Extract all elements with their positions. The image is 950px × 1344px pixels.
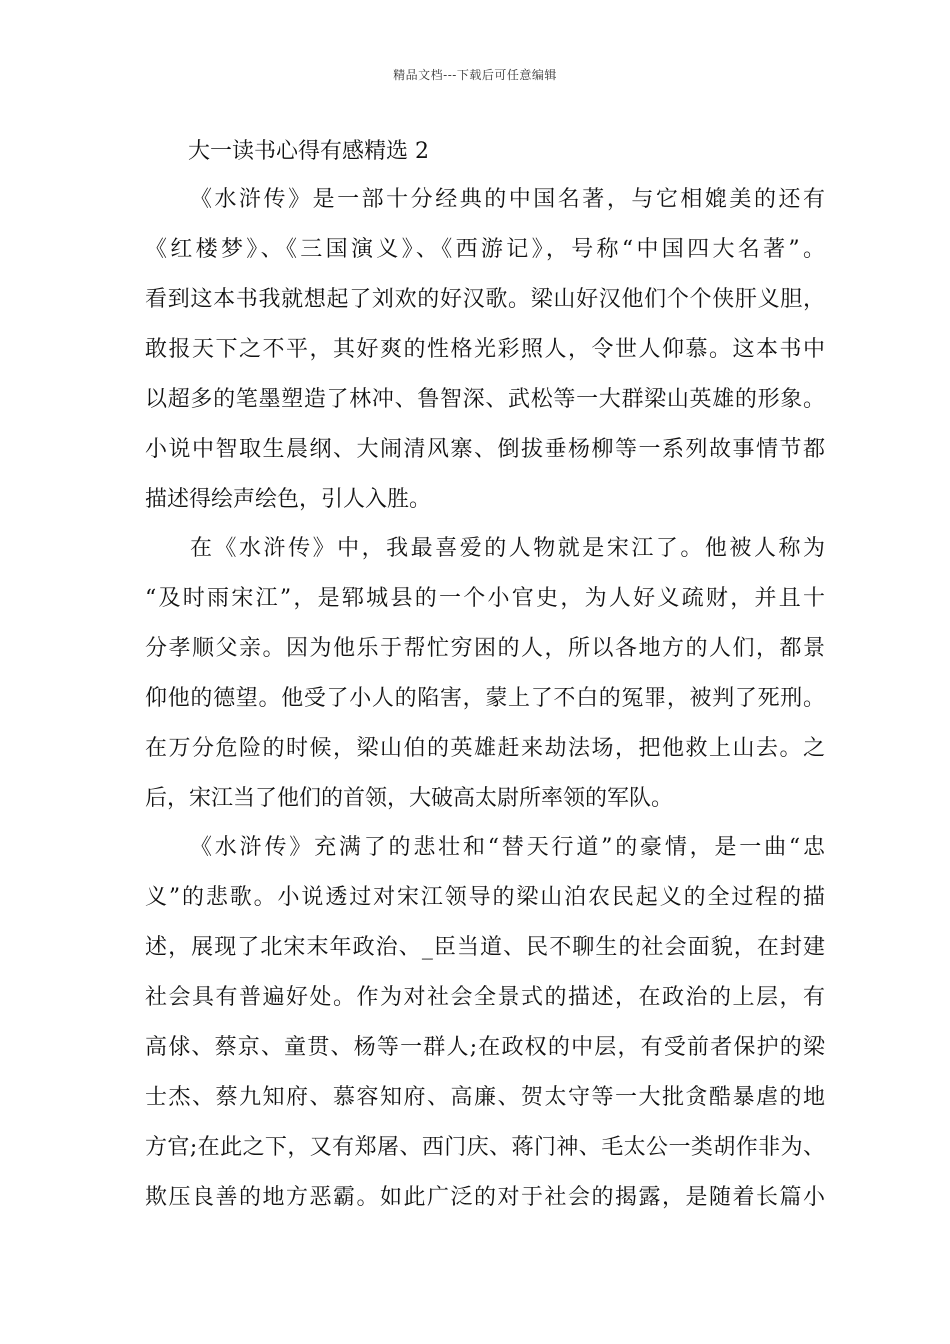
text-line: 以超多的笔墨塑造了林冲、鲁智深、武松等一大群梁山英雄的形象。 bbox=[145, 387, 825, 412]
text-line: 《水浒传》充满了的悲壮和“替天行道”的豪情，是一曲“忠 bbox=[190, 835, 825, 860]
text-line: 敢报天下之不平，其好爽的性格光彩照人，令世人仰慕。这本书中 bbox=[145, 337, 825, 362]
text-line: 在《水浒传》中，我最喜爱的人物就是宋江了。他被人称为 bbox=[190, 536, 825, 561]
document-title: 大一读书心得有感精选 2 bbox=[188, 139, 429, 164]
page-header: 精品文档---下载后可任意编辑 bbox=[393, 68, 557, 82]
text-line: “及时雨宋江”，是郓城县的一个小官史，为人好义疏财，并且十 bbox=[145, 586, 825, 611]
text-line: 社会具有普遍好处。作为对社会全景式的描述，在政治的上层，有 bbox=[145, 985, 825, 1010]
text-line: 高俅、蔡京、童贯、杨等一群人;在政权的中层，有受前者保护的梁 bbox=[145, 1035, 825, 1060]
text-line: 描述得绘声绘色，引人入胜。 bbox=[145, 487, 432, 512]
text-line: 小说中智取生晨纲、大闹清风寨、倒拔垂杨柳等一系列故事情节都 bbox=[145, 437, 825, 462]
text-line: 《红楼梦》、《三国演义》、《西游记》，号称“中国四大名著”。 bbox=[145, 237, 825, 262]
text-line: 看到这本书我就想起了刘欢的好汉歌。梁山好汉他们个个侠肝义胆， bbox=[145, 287, 825, 312]
text-line: 《水浒传》是一部十分经典的中国名著，与它相媲美的还有 bbox=[190, 187, 825, 212]
text-line: 欺压良善的地方恶霸。如此广泛的对于社会的揭露，是随着长篇小 bbox=[145, 1185, 825, 1210]
text-line: 义”的悲歌。小说透过对宋江领导的梁山泊农民起义的全过程的描 bbox=[145, 885, 825, 910]
text-line: 在万分危险的时候，梁山伯的英雄赶来劫法场，把他救上山去。之 bbox=[145, 736, 825, 761]
text-line: 士杰、蔡九知府、慕容知府、高廉、贺太守等一大批贪酷暴虐的地 bbox=[145, 1085, 825, 1110]
text-line: 后，宋江当了他们的首领，大破高太尉所率领的军队。 bbox=[145, 786, 674, 811]
text-line: 述，展现了北宋末年政治、_臣当道、民不聊生的社会面貌，在封建 bbox=[145, 935, 825, 960]
text-line: 方官;在此之下，又有郑屠、西门庆、蒋门神、毛太公一类胡作非为、 bbox=[145, 1135, 825, 1160]
text-line: 分孝顺父亲。因为他乐于帮忙穷困的人，所以各地方的人们，都景 bbox=[145, 636, 825, 661]
text-line: 仰他的德望。他受了小人的陷害，蒙上了不白的冤罪，被判了死刑。 bbox=[145, 686, 825, 711]
